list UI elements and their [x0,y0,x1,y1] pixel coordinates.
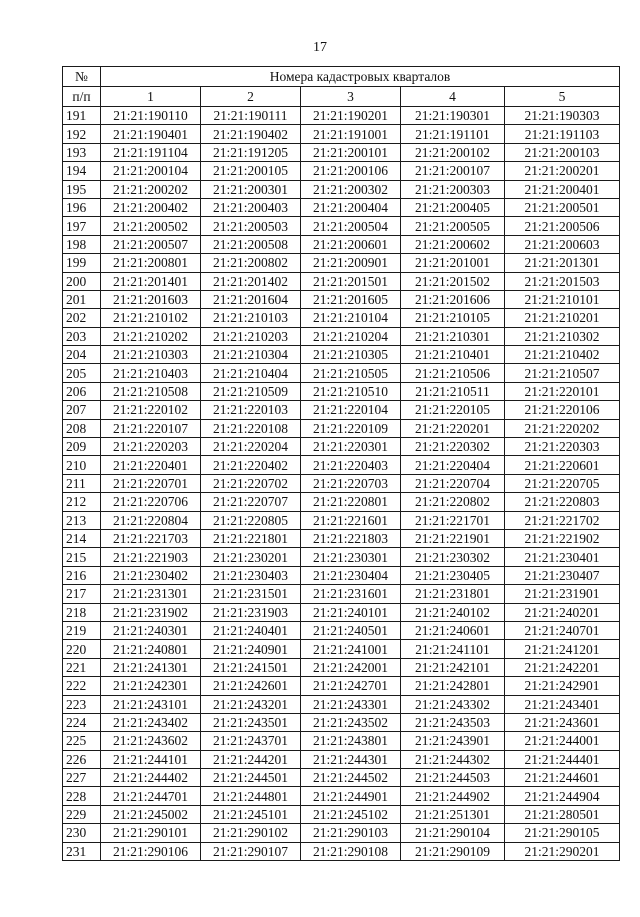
cadastral-number-cell: 21:21:220705 [505,474,620,492]
cadastral-number-cell: 21:21:230404 [301,566,401,584]
cadastral-number-cell: 21:21:201606 [401,290,505,308]
table-row [63,493,620,511]
cadastral-number-cell: 21:21:190401 [101,125,201,143]
cadastral-number-cell: 21:21:220401 [101,456,201,474]
table-row [63,474,620,492]
row-number-cell: 229 [63,805,101,823]
row-number-cell: 203 [63,327,101,345]
cadastral-number-cell: 21:21:243801 [301,732,401,750]
cadastral-number-cell: 21:21:244502 [301,769,401,787]
table-row [63,585,620,603]
cadastral-number-cell: 21:21:220202 [505,419,620,437]
table-row [63,511,620,529]
cadastral-number-cell: 21:21:244501 [201,769,301,787]
table-row [63,382,620,400]
cadastral-number-cell: 21:21:245101 [201,805,301,823]
row-number-cell: 207 [63,401,101,419]
cadastral-number-cell: 21:21:200405 [401,198,505,216]
cadastral-number-cell: 21:21:201001 [401,254,505,272]
cadastral-number-cell: 21:21:191205 [201,143,301,161]
cadastral-number-cell: 21:21:220301 [301,438,401,456]
cadastral-number-cell: 21:21:210103 [201,309,301,327]
cadastral-number-cell: 21:21:240701 [505,621,620,639]
cadastral-number-cell: 21:21:290108 [301,842,401,860]
cadastral-number-cell: 21:21:290109 [401,842,505,860]
cadastral-number-cell: 21:21:220702 [201,474,301,492]
cadastral-number-cell: 21:21:210303 [101,346,201,364]
cadastral-number-cell: 21:21:240601 [401,621,505,639]
cadastral-number-cell: 21:21:221703 [101,529,201,547]
table-row [63,621,620,639]
cadastral-number-cell: 21:21:243401 [505,695,620,713]
row-number-cell: 217 [63,585,101,603]
cadastral-number-cell: 21:21:200303 [401,180,505,198]
cadastral-number-cell: 21:21:200504 [301,217,401,235]
cadastral-number-cell: 21:21:201301 [505,254,620,272]
cadastral-number-cell: 21:21:220404 [401,456,505,474]
table-row [63,769,620,787]
cadastral-number-cell: 21:21:220701 [101,474,201,492]
page-number: 17 [313,40,327,55]
cadastral-number-cell: 21:21:220703 [301,474,401,492]
cadastral-number-cell: 21:21:210101 [505,290,620,308]
cadastral-number-cell: 21:21:201502 [401,272,505,290]
cadastral-number-cell: 21:21:201603 [101,290,201,308]
cadastral-number-cell: 21:21:210508 [101,382,201,400]
cadastral-number-cell: 21:21:220803 [505,493,620,511]
cadastral-number-cell: 21:21:240201 [505,603,620,621]
cadastral-number-cell: 21:21:240301 [101,621,201,639]
cadastral-number-cell: 21:21:244901 [301,787,401,805]
cadastral-number-cell: 21:21:231902 [101,603,201,621]
row-number-cell: 194 [63,162,101,180]
cadastral-number-cell: 21:21:251301 [401,805,505,823]
cadastral-number-cell: 21:21:210202 [101,327,201,345]
cadastral-number-cell: 21:21:220601 [505,456,620,474]
table-row [63,677,620,695]
header-pp-cell: п/п [63,87,101,107]
cadastral-number-cell: 21:21:190303 [505,107,620,125]
cadastral-number-cell: 21:21:210506 [401,364,505,382]
row-number-cell: 208 [63,419,101,437]
cadastral-number-cell: 21:21:200401 [505,180,620,198]
cadastral-number-cell: 21:21:290107 [201,842,301,860]
cadastral-number-cell: 21:21:231801 [401,585,505,603]
table-row [63,438,620,456]
cadastral-number-cell: 21:21:244001 [505,732,620,750]
cadastral-number-cell: 21:21:240501 [301,621,401,639]
row-number-cell: 219 [63,621,101,639]
row-number-cell: 216 [63,566,101,584]
row-number-cell: 231 [63,842,101,860]
cadastral-number-cell: 21:21:220804 [101,511,201,529]
table-row [63,842,620,860]
cadastral-number-cell: 21:21:242601 [201,677,301,695]
row-number-cell: 195 [63,180,101,198]
cadastral-number-cell: 21:21:220706 [101,493,201,511]
cadastral-number-cell: 21:21:244301 [301,750,401,768]
cadastral-number-cell: 21:21:191101 [401,125,505,143]
table-row [63,235,620,253]
cadastral-number-cell: 21:21:220102 [101,401,201,419]
cadastral-number-cell: 21:21:231301 [101,585,201,603]
table-row [63,180,620,198]
cadastral-number-cell: 21:21:245102 [301,805,401,823]
cadastral-number-cell: 21:21:200506 [505,217,620,235]
cadastral-number-cell: 21:21:210301 [401,327,505,345]
cadastral-number-cell: 21:21:200101 [301,143,401,161]
cadastral-number-cell: 21:21:190402 [201,125,301,143]
cadastral-number-cell: 21:21:210401 [401,346,505,364]
cadastral-number-cell: 21:21:245002 [101,805,201,823]
cadastral-number-cell: 21:21:200404 [301,198,401,216]
cadastral-number-cell: 21:21:244601 [505,769,620,787]
row-number-cell: 201 [63,290,101,308]
cadastral-number-cell: 21:21:244401 [505,750,620,768]
cadastral-number-cell: 21:21:240102 [401,603,505,621]
table-row [63,658,620,676]
cadastral-number-cell: 21:21:220103 [201,401,301,419]
row-number-cell: 227 [63,769,101,787]
row-number-cell: 196 [63,198,101,216]
cadastral-number-cell: 21:21:200502 [101,217,201,235]
row-number-cell: 225 [63,732,101,750]
cadastral-number-cell: 21:21:220402 [201,456,301,474]
cadastral-number-cell: 21:21:210505 [301,364,401,382]
row-number-cell: 205 [63,364,101,382]
cadastral-number-cell: 21:21:191001 [301,125,401,143]
cadastral-number-cell: 21:21:190201 [301,107,401,125]
row-number-cell: 218 [63,603,101,621]
cadastral-number-cell: 21:21:201402 [201,272,301,290]
cadastral-number-cell: 21:21:200302 [301,180,401,198]
cadastral-number-cell: 21:21:243402 [101,713,201,731]
table-row [63,566,620,584]
row-number-cell: 191 [63,107,101,125]
table-row [63,401,620,419]
cadastral-number-cell: 21:21:220805 [201,511,301,529]
row-number-cell: 210 [63,456,101,474]
cadastral-number-cell: 21:21:241301 [101,658,201,676]
cadastral-number-cell: 21:21:220107 [101,419,201,437]
cadastral-number-cell: 21:21:231903 [201,603,301,621]
cadastral-number-cell: 21:21:243701 [201,732,301,750]
row-number-cell: 223 [63,695,101,713]
table-row [63,640,620,658]
cadastral-number-cell: 21:21:231501 [201,585,301,603]
cadastral-number-cell: 21:21:200901 [301,254,401,272]
row-number-cell: 213 [63,511,101,529]
cadastral-number-cell: 21:21:200505 [401,217,505,235]
row-number-cell: 222 [63,677,101,695]
table-row [63,346,620,364]
cadastral-number-cell: 21:21:210402 [505,346,620,364]
cadastral-number-cell: 21:21:210104 [301,309,401,327]
cadastral-number-cell: 21:21:210201 [505,309,620,327]
cadastral-number-cell: 21:21:220802 [401,493,505,511]
cadastral-number-cell: 21:21:241101 [401,640,505,658]
table-row [63,529,620,547]
cadastral-number-cell: 21:21:244302 [401,750,505,768]
table-row [63,419,620,437]
cadastral-number-cell: 21:21:220801 [301,493,401,511]
row-number-cell: 214 [63,529,101,547]
row-number-cell: 211 [63,474,101,492]
cadastral-number-cell: 21:21:240401 [201,621,301,639]
cadastral-number-cell: 21:21:200601 [301,235,401,253]
row-number-cell: 198 [63,235,101,253]
cadastral-number-cell: 21:21:290102 [201,824,301,842]
row-number-cell: 199 [63,254,101,272]
table-row [63,787,620,805]
table-row [63,217,620,235]
cadastral-number-cell: 21:21:200507 [101,235,201,253]
cadastral-number-cell: 21:21:201401 [101,272,201,290]
table-row [63,162,620,180]
cadastral-number-cell: 21:21:244503 [401,769,505,787]
cadastral-number-cell: 21:21:242301 [101,677,201,695]
table-row [63,125,620,143]
cadastral-number-cell: 21:21:221601 [301,511,401,529]
row-number-cell: 221 [63,658,101,676]
cadastral-number-cell: 21:21:200104 [101,162,201,180]
cadastral-number-cell: 21:21:200201 [505,162,620,180]
cadastral-number-cell: 21:21:210509 [201,382,301,400]
row-number-cell: 228 [63,787,101,805]
row-number-cell: 220 [63,640,101,658]
cadastral-number-cell: 21:21:290101 [101,824,201,842]
cadastral-number-cell: 21:21:230401 [505,548,620,566]
column-header-1: 1 [101,87,201,107]
cadastral-number-cell: 21:21:244701 [101,787,201,805]
table-row [63,198,620,216]
row-number-cell: 224 [63,713,101,731]
cadastral-number-cell: 21:21:200102 [401,143,505,161]
table-row [63,805,620,823]
row-number-cell: 209 [63,438,101,456]
cadastral-number-cell: 21:21:200801 [101,254,201,272]
cadastral-number-cell: 21:21:210302 [505,327,620,345]
cadastral-number-cell: 21:21:244101 [101,750,201,768]
cadastral-number-cell: 21:21:221803 [301,529,401,547]
cadastral-number-cell: 21:21:190111 [201,107,301,125]
cadastral-number-cell: 21:21:220303 [505,438,620,456]
cadastral-number-cell: 21:21:242901 [505,677,620,695]
table-row [63,732,620,750]
cadastral-number-cell: 21:21:200501 [505,198,620,216]
table-row [63,254,620,272]
table-row [63,824,620,842]
table-row [63,290,620,308]
cadastral-number-cell: 21:21:190110 [101,107,201,125]
cadastral-number-cell: 21:21:231601 [301,585,401,603]
cadastral-number-cell: 21:21:210507 [505,364,620,382]
cadastral-number-cell: 21:21:243601 [505,713,620,731]
cadastral-number-cell: 21:21:230301 [301,548,401,566]
cadastral-number-cell: 21:21:221903 [101,548,201,566]
cadastral-number-cell: 21:21:230201 [201,548,301,566]
cadastral-number-cell: 21:21:244904 [505,787,620,805]
cadastral-number-cell: 21:21:242201 [505,658,620,676]
cadastral-number-cell: 21:21:244201 [201,750,301,768]
table-row [63,143,620,161]
cadastral-number-cell: 21:21:241001 [301,640,401,658]
row-number-cell: 193 [63,143,101,161]
cadastral-number-cell: 21:21:243101 [101,695,201,713]
cadastral-number-cell: 21:21:210403 [101,364,201,382]
row-number-cell: 200 [63,272,101,290]
cadastral-number-cell: 21:21:220707 [201,493,301,511]
cadastral-number-cell: 21:21:243201 [201,695,301,713]
cadastral-number-cell: 21:21:200603 [505,235,620,253]
row-number-cell: 206 [63,382,101,400]
cadastral-number-cell: 21:21:290104 [401,824,505,842]
cadastral-number-cell: 21:21:200402 [101,198,201,216]
cadastral-number-cell: 21:21:230302 [401,548,505,566]
cadastral-number-cell: 21:21:200802 [201,254,301,272]
cadastral-number-cell: 21:21:220302 [401,438,505,456]
cadastral-number-cell: 21:21:200503 [201,217,301,235]
cadastral-number-cell: 21:21:210510 [301,382,401,400]
cadastral-number-cell: 21:21:220704 [401,474,505,492]
header-row-1 [63,67,620,87]
cadastral-number-cell: 21:21:280501 [505,805,620,823]
table-row [63,107,620,125]
cadastral-number-cell: 21:21:242101 [401,658,505,676]
cadastral-number-cell: 21:21:230403 [201,566,301,584]
cadastral-number-cell: 21:21:210204 [301,327,401,345]
cadastral-number-cell: 21:21:220101 [505,382,620,400]
cadastral-number-cell: 21:21:210203 [201,327,301,345]
row-number-cell: 215 [63,548,101,566]
cadastral-number-cell: 21:21:244801 [201,787,301,805]
cadastral-number-cell: 21:21:221801 [201,529,301,547]
cadastral-number-cell: 21:21:243502 [301,713,401,731]
cadastral-number-cell: 21:21:230402 [101,566,201,584]
header-row-2 [63,87,620,107]
cadastral-quarters-table [62,66,620,861]
table-row [63,309,620,327]
cadastral-number-cell: 21:21:242701 [301,677,401,695]
table-row [63,695,620,713]
cadastral-number-cell: 21:21:201503 [505,272,620,290]
cadastral-number-cell: 21:21:243302 [401,695,505,713]
cadastral-number-cell: 21:21:240901 [201,640,301,658]
cadastral-number-cell: 21:21:200301 [201,180,301,198]
cadastral-number-cell: 21:21:191104 [101,143,201,161]
cadastral-number-cell: 21:21:210511 [401,382,505,400]
cadastral-number-cell: 21:21:290106 [101,842,201,860]
table-row [63,548,620,566]
cadastral-number-cell: 21:21:221701 [401,511,505,529]
row-number-cell: 197 [63,217,101,235]
row-number-cell: 226 [63,750,101,768]
cadastral-number-cell: 21:21:290105 [505,824,620,842]
cadastral-number-cell: 21:21:243301 [301,695,401,713]
table-row [63,364,620,382]
cadastral-number-cell: 21:21:200105 [201,162,301,180]
cadastral-number-cell: 21:21:220201 [401,419,505,437]
table-row [63,327,620,345]
cadastral-number-cell: 21:21:220106 [505,401,620,419]
table-row [63,750,620,768]
cadastral-number-cell: 21:21:210105 [401,309,505,327]
cadastral-number-cell: 21:21:244402 [101,769,201,787]
header-group-title: Номера кадастровых кварталов [101,67,620,87]
cadastral-number-cell: 21:21:200508 [201,235,301,253]
row-number-cell: 202 [63,309,101,327]
table-row [63,272,620,290]
cadastral-number-cell: 21:21:221702 [505,511,620,529]
column-header-2: 2 [201,87,301,107]
cadastral-number-cell: 21:21:220104 [301,401,401,419]
table-row [63,603,620,621]
cadastral-number-cell: 21:21:220108 [201,419,301,437]
cadastral-number-cell: 21:21:200202 [101,180,201,198]
cadastral-number-cell: 21:21:201501 [301,272,401,290]
row-number-cell: 204 [63,346,101,364]
table-row [63,713,620,731]
cadastral-number-cell: 21:21:200403 [201,198,301,216]
column-header-4: 4 [401,87,505,107]
row-number-cell: 192 [63,125,101,143]
cadastral-number-cell: 21:21:220204 [201,438,301,456]
cadastral-number-cell: 21:21:290201 [505,842,620,860]
cadastral-number-cell: 21:21:243901 [401,732,505,750]
cadastral-number-cell: 21:21:220403 [301,456,401,474]
cadastral-number-cell: 21:21:242801 [401,677,505,695]
cadastral-number-cell: 21:21:241501 [201,658,301,676]
cadastral-number-cell: 21:21:200106 [301,162,401,180]
cadastral-number-cell: 21:21:200602 [401,235,505,253]
cadastral-number-cell: 21:21:210404 [201,364,301,382]
cadastral-number-cell: 21:21:201604 [201,290,301,308]
cadastral-number-cell: 21:21:221902 [505,529,620,547]
cadastral-number-cell: 21:21:210304 [201,346,301,364]
cadastral-number-cell: 21:21:200103 [505,143,620,161]
cadastral-number-cell: 21:21:220109 [301,419,401,437]
row-number-cell: 230 [63,824,101,842]
cadastral-number-cell: 21:21:190301 [401,107,505,125]
row-number-cell: 212 [63,493,101,511]
cadastral-number-cell: 21:21:230407 [505,566,620,584]
cadastral-number-cell: 21:21:243501 [201,713,301,731]
cadastral-number-cell: 21:21:221901 [401,529,505,547]
column-header-5: 5 [505,87,620,107]
cadastral-number-cell: 21:21:240101 [301,603,401,621]
column-header-3: 3 [301,87,401,107]
cadastral-number-cell: 21:21:191103 [505,125,620,143]
cadastral-number-cell: 21:21:230405 [401,566,505,584]
cadastral-number-cell: 21:21:244902 [401,787,505,805]
cadastral-number-cell: 21:21:290103 [301,824,401,842]
cadastral-number-cell: 21:21:210305 [301,346,401,364]
cadastral-number-cell: 21:21:240801 [101,640,201,658]
table-row [63,456,620,474]
cadastral-number-cell: 21:21:200107 [401,162,505,180]
cadastral-number-cell: 21:21:241201 [505,640,620,658]
cadastral-number-cell: 21:21:231901 [505,585,620,603]
cadastral-number-cell: 21:21:242001 [301,658,401,676]
header-number-cell: № [63,67,101,87]
cadastral-number-cell: 21:21:210102 [101,309,201,327]
cadastral-number-cell: 21:21:201605 [301,290,401,308]
cadastral-number-cell: 21:21:220105 [401,401,505,419]
cadastral-number-cell: 21:21:220203 [101,438,201,456]
cadastral-number-cell: 21:21:243602 [101,732,201,750]
cadastral-number-cell: 21:21:243503 [401,713,505,731]
